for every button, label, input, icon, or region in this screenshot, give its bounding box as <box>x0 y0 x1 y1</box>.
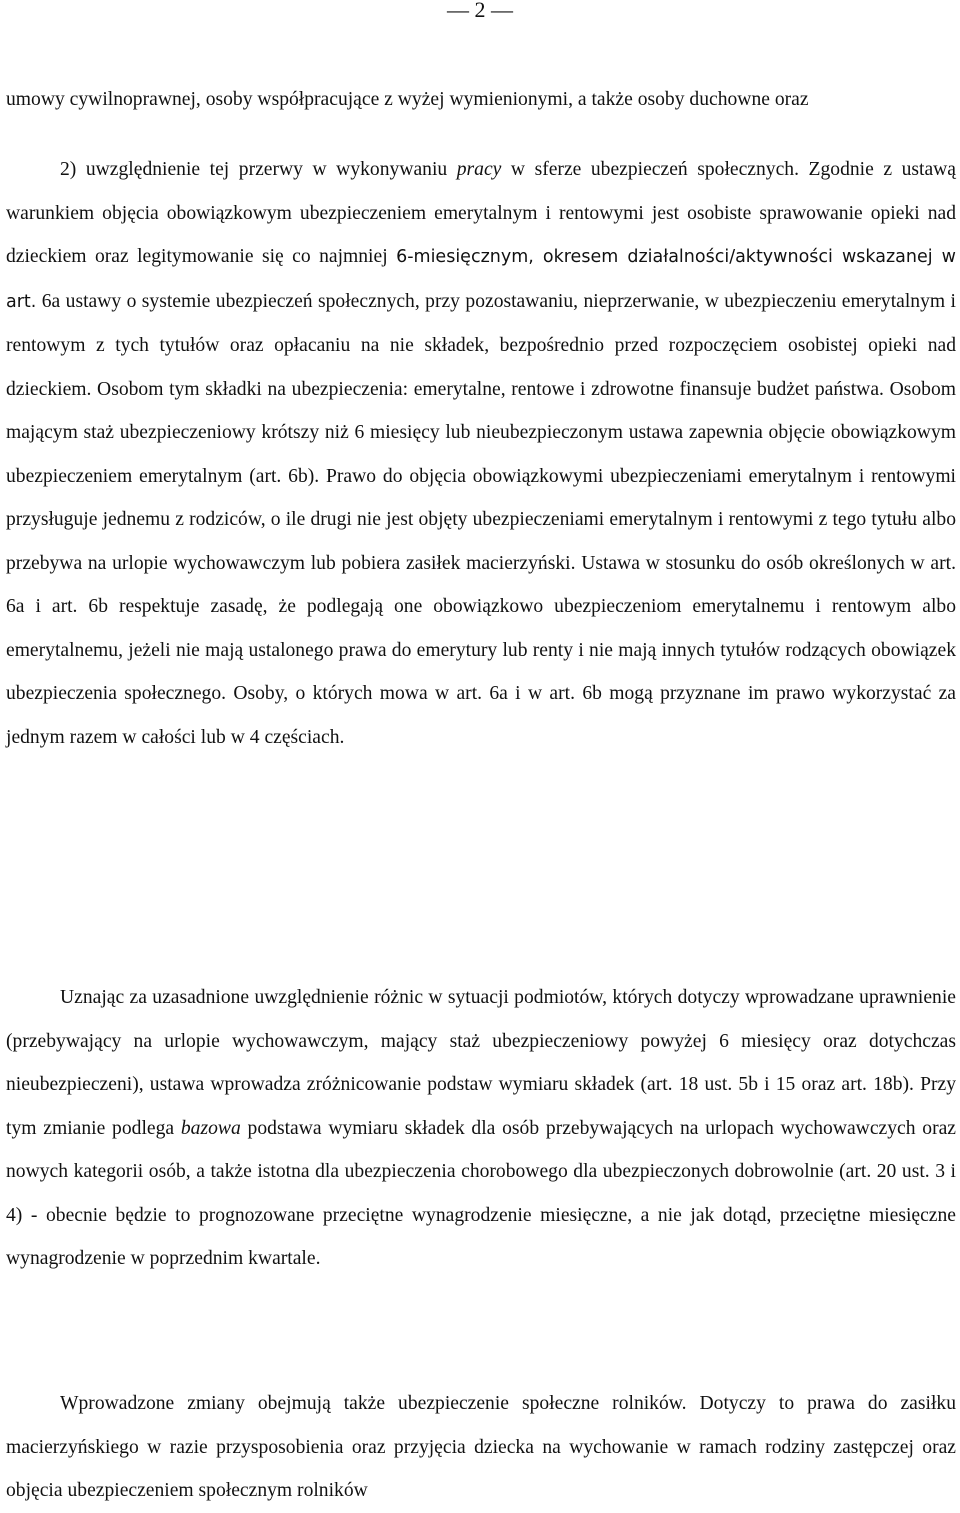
paragraph-continuation-text: umowy cywilnoprawnej, osoby współpracujące z wyżej wymienionymi, a także osoby duchowne oraz <box>6 89 809 110</box>
paragraph-3-italic: bazowa <box>180 1117 241 1139</box>
item-2-italic: pracy <box>456 159 502 180</box>
paragraph-3-text-a: Uznając za uzasadnione uwzględnienie różnic w sytuacji podmiotów, których dotyczy wprowadzane uprawnienie (przebywający na urlopie wychowawczym, mający staż ubezpieczeniowy powyżej 6 miesięcy oraz dotychczas nieubezpieczeni), ustawa wprowadza zróżnicowanie podstaw wymiaru składek (art. 18 ust. 5b i 15 oraz art. 18b). Przy tym zmianie podlega <box>6 987 956 1139</box>
paragraph-2-text-b: 6a ustawy o systemie ubezpieczeń społecznych, przy pozostawaniu, nieprzerwanie, w ubezpieczeniu emerytalnym i rentowym z tych tytułów oraz opłacaniu na nie składek, bezpośrednio przed rozpoczęciem osobistej opieki nad dzieckiem. Osobom tym składki na ubezpieczenia: emerytalne, rentowe i zdrowotne finansuje budżet państwa. Osobom mającym staż ubezpieczeniowy krótszy niż 6 miesięcy lub nieubezpieczonym ustawa zapewnia objęcie obowiązkowym ubezpieczeniem emerytalnym (art. 6b). Prawo do objęcia obowiązkowymi ubezpieczeniami emerytalnym i rentowymi przysługuje jednemu z rodziców, o ile drugi nie jest objęty ubezpieczeniami emerytalnym i rentowymi z tego tytułu albo przebywa na urlopie wychowawczym lub pobiera zasiłek macierzyński. Ustawa w stosunku do osób określonych w art. 6a i art. 6b respektuje zasadę, że podlegają one obowiązkowo ubezpieczeniom emerytalnemu i rentowym albo emerytalnemu, jeżeli nie mają ustalonego prawa do emerytury lub renty i nie mają innych tytułów rodzących obowiązek ubezpieczenia społecznego. Osoby, o których mowa w art. 6a i w art. 6b mogą przyznane im prawo wykorzystać za jednym razem w całości lub w 4 częściach. <box>6 290 956 748</box>
paragraph-2-text-a: Zgodnie z ustawą warunkiem objęcia obowiązkowym ubezpieczeniem emerytalnym i rentowymi jest osobiste sprawowanie opieki nad dzieckiem oraz legitymowanie się co najmniej <box>6 159 957 267</box>
paragraph-3-text-b: podstawa wymiaru składek dla osób przebywających na urlopach wychowawczych oraz nowych kategorii osób, a także istotna dla ubezpieczenia chorobowego dla ubezpieczonych dobrowolnie (art. 20 ust. 3 i 4) - obecnie będzie to prognozowane przeciętne wynagrodzenie miesięczne, a nie jak dotąd, przeciętne miesięczne wynagrodzenie w poprzednim kwartale. <box>6 1117 957 1269</box>
paragraph-item-2 <box>6 148 956 759</box>
paragraph-2-sans-text: 6-miesięcznym, okresem działalności/aktywności wskazanej w art. <box>6 247 956 312</box>
paragraph-4 <box>6 1382 956 1513</box>
item-2-text-before: 2) uwzględnienie tej przerwy w wykonywaniu <box>60 159 457 180</box>
item-2-text-after: w sferze ubezpieczeń społecznych. <box>501 159 799 180</box>
paragraph-continuation <box>6 78 956 122</box>
paragraph-3 <box>6 976 956 1281</box>
page-number: — 2 — <box>447 0 513 22</box>
paragraph-4-text: Wprowadzone zmiany obejmują także ubezpieczenie społeczne rolników. Dotyczy to prawa do zasiłku macierzyńskiego w razie przysposobienia oraz przyjęcia dziecka na wychowanie w ramach rodziny zastępczej oraz objęcia ubezpieczeniem społecznym rolników <box>6 1393 956 1501</box>
